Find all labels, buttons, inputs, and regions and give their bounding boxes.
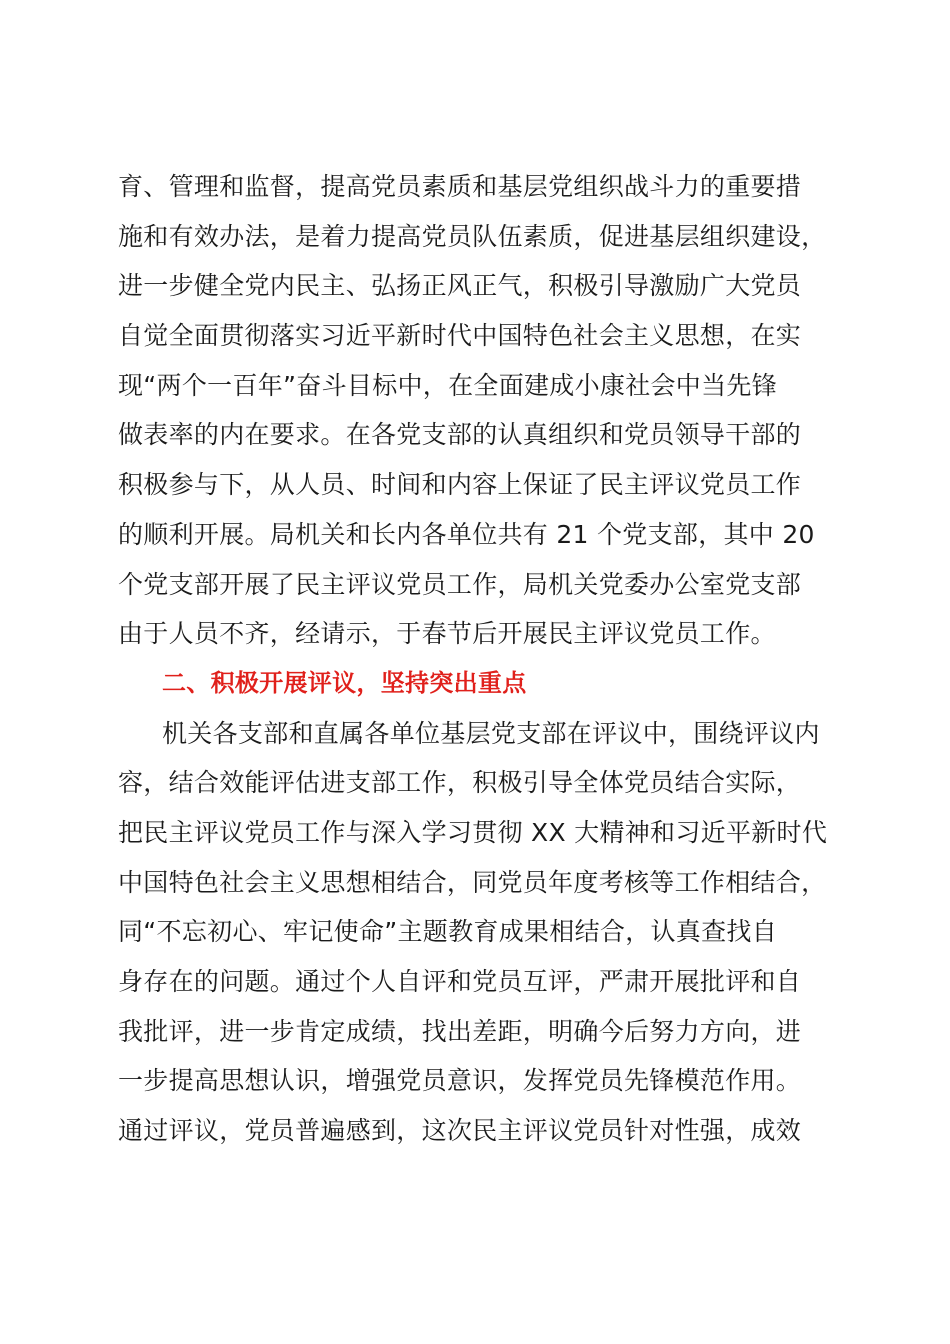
paragraph-2-line: 机关各支部和直属各单位基层党支部在评议中，围绕评议内 bbox=[162, 718, 820, 748]
paragraph-1-line: 个党支部开展了民主评议党员工作，局机关党委办公室党支部 bbox=[118, 569, 802, 599]
paragraph-1-line: 进一步健全党内民主、弘扬正风正气，积极引导激励广大党员 bbox=[118, 271, 802, 301]
paragraph-1-line: 现“两个一百年”奋斗目标中，在全面建成小康社会中当先锋 bbox=[118, 370, 778, 400]
section-heading: 二、积极开展评议，坚持突出重点 bbox=[162, 668, 527, 697]
paragraph-1-line: 积极参与下，从人员、时间和内容上保证了民主评议党员工作 bbox=[118, 470, 802, 500]
paragraph-2-line: 我批评，进一步肯定成绩，找出差距，明确今后努力方向，进 bbox=[118, 1016, 802, 1046]
paragraph-2-line: 通过评议，党员普遍感到，这次民主评议党员针对性强，成效 bbox=[118, 1116, 802, 1146]
paragraph-2-line: 同“不忘初心、牢记使命”主题教育成果相结合，认真查找自 bbox=[118, 917, 778, 947]
paragraph-1-line: 做表率的内在要求。在各党支部的认真组织和党员领导干部的 bbox=[118, 420, 802, 450]
paragraph-2-line: 一步提高思想认识，增强党员意识，发挥党员先锋模范作用。 bbox=[118, 1066, 802, 1096]
paragraph-1-line: 施和有效办法，是着力提高党员队伍素质，促进基层组织建设， bbox=[118, 221, 827, 251]
paragraph-2-line: 身存在的问题。通过个人自评和党员互评，严肃开展批评和自 bbox=[118, 967, 802, 996]
paragraph-2-line: 把民主评议党员工作与深入学习贯彻 XX 大精神和习近平新时代 bbox=[118, 817, 828, 847]
paragraph-1-line: 由于人员不齐，经请示，于春节后开展民主评议党员工作。 bbox=[118, 619, 776, 649]
paragraph-1-line: 的顺利开展。局机关和长内各单位共有 21 个党支部，其中 20 bbox=[118, 519, 815, 549]
paragraph-1-line: 育、管理和监督，提高党员素质和基层党组织战斗力的重要措 bbox=[118, 172, 802, 201]
document-body bbox=[118, 162, 838, 1156]
paragraph-1-line: 自觉全面贯彻落实习近平新时代中国特色社会主义思想，在实 bbox=[118, 321, 802, 351]
paragraph-2-line: 中国特色社会主义思想相结合，同党员年度考核等工作相结合， bbox=[118, 867, 827, 897]
paragraph-2-line: 容，结合效能评估进支部工作，积极引导全体党员结合实际， bbox=[118, 768, 802, 798]
